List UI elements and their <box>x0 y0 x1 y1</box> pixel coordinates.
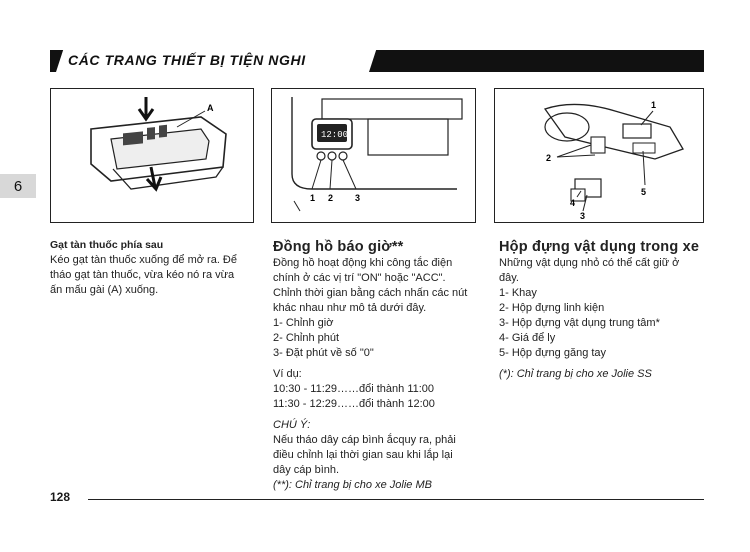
body-line: tháo gạt tàn thuốc, vừa kéo nó ra vừa <box>50 269 235 281</box>
figure-storage <box>494 88 704 223</box>
list-item: 4- Giá để ly <box>499 332 556 344</box>
footnote: (*): Chỉ trang bị cho xe Jolie SS <box>499 368 652 380</box>
step-item: 2- Chỉnh phút <box>273 332 340 344</box>
list-item: 3- Hộp đựng vật dụng trung tâm* <box>499 317 660 329</box>
figure-clock <box>271 88 476 223</box>
label-2: 2 <box>546 153 552 163</box>
body-line: Kéo gạt tàn thuốc xuống để mở ra. Để <box>50 254 237 266</box>
page-number: 128 <box>50 490 71 504</box>
note-label: CHÚ Ý: <box>273 419 311 431</box>
label-3: 3 <box>580 211 586 221</box>
body-line: ấn mấu gài (A) xuống. <box>50 284 159 296</box>
example-label: Ví dụ: <box>273 368 302 380</box>
clock-illustration <box>272 89 475 222</box>
note-line: dây cáp bình. <box>273 464 340 476</box>
ashtray-heading: Gạt tàn thuốc phía sau <box>50 239 164 251</box>
label-1: 1 <box>651 100 657 110</box>
example-line: 10:30 - 11:29……đổi thành 11:00 <box>273 383 435 395</box>
label-1: 1 <box>310 193 316 203</box>
body-line: Những vật dụng nhỏ có thể cất giữ ở <box>499 257 680 269</box>
ashtray-illustration <box>51 89 253 222</box>
body-line: chính ở các vị trí "ON" hoặc "ACC". <box>273 272 446 284</box>
storage-heading: Hộp đựng vật dụng trong xe <box>499 239 700 255</box>
note-line: Nếu tháo dây cáp bình ắcquy ra, phải <box>273 434 456 446</box>
body-line: đây. <box>499 272 519 284</box>
chapter-tab: 6 <box>0 174 36 198</box>
storage-illustration <box>495 89 703 222</box>
body-line: Chỉnh thời gian bằng cách nhấn các nút <box>273 287 468 299</box>
column-clock <box>273 238 483 493</box>
column-ashtray <box>50 238 260 298</box>
example-line: 11:30 - 12:29……đổi thành 12:00 <box>273 398 435 410</box>
list-item: 2- Hộp đựng linh kiện <box>499 302 605 314</box>
clock-display: 12:00 <box>321 130 349 140</box>
label-a: A <box>207 103 214 113</box>
footer-rule <box>88 499 704 500</box>
label-4: 4 <box>570 198 576 208</box>
step-item: 1- Chỉnh giờ <box>273 317 334 329</box>
column-storage <box>499 238 709 382</box>
label-2: 2 <box>328 193 334 203</box>
header-bar <box>50 50 704 72</box>
clock-heading: Đồng hồ báo giờ** <box>273 239 404 255</box>
body-line: Đồng hồ hoạt động khi công tắc điện <box>273 257 453 269</box>
page-title: CÁC TRANG THIẾT BỊ TIỆN NGHI <box>68 52 306 68</box>
figure-ashtray <box>50 88 254 223</box>
note-line: điều chỉnh lại thời gian sau khi lắp lại <box>273 449 453 461</box>
body-line: khác nhau như mô tả dưới đây. <box>273 302 427 314</box>
list-item: 1- Khay <box>499 287 537 299</box>
step-item: 3- Đặt phút về số "0" <box>273 347 374 359</box>
list-item: 5- Hộp đựng găng tay <box>499 347 607 359</box>
label-5: 5 <box>641 187 647 197</box>
footnote: (**): Chỉ trang bị cho xe Jolie MB <box>273 479 432 491</box>
label-3: 3 <box>355 193 361 203</box>
